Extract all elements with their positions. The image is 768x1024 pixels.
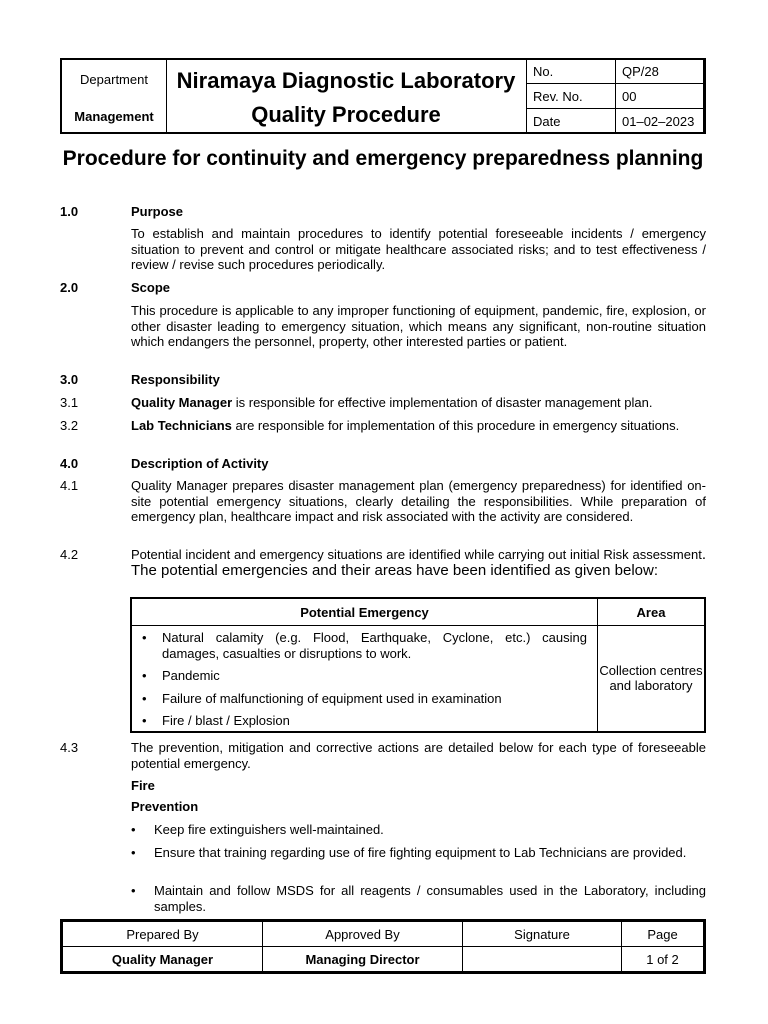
meta-value: 00 [616, 84, 704, 109]
role-name: Quality Manager [131, 395, 233, 410]
bullet: • [131, 822, 136, 837]
bullet: • [142, 713, 147, 728]
list-item-text: Ensure that training regarding use of fire fighting equipment to Lab Technicians are provided. [154, 845, 687, 860]
department-cell [62, 60, 167, 132]
meta-value: QP/28 [616, 59, 704, 84]
meta-row [527, 84, 704, 109]
page-number: 1 of 2 [622, 947, 704, 972]
section-number: 2.0 [60, 280, 79, 295]
meta-value: 01–02–2023 [616, 109, 704, 134]
meta-key: No. [527, 59, 616, 84]
section-heading-purpose: Purpose [131, 204, 184, 219]
approval-footer [60, 919, 706, 974]
approved-by: Managing Director [263, 947, 463, 972]
emergency-table [130, 597, 706, 733]
emergency-list-cell [132, 626, 598, 731]
header-title-cell [166, 60, 526, 132]
section-number: 1.0 [60, 204, 79, 219]
meta-key: Rev. No. [527, 84, 616, 109]
scope-text: This procedure is applicable to any improper functioning of equipment, pandemic, fire, explosion, or other disaster leading to emergency situation, which means any significant, non-routine situation which endangers the personnel, property, other interested parties or patient. [131, 303, 706, 349]
meta-key: Date [527, 109, 616, 134]
doc-type: Quality Procedure [251, 102, 441, 127]
area-cell: Collection centres and laboratory [599, 662, 703, 694]
prevention-heading: Prevention [131, 799, 199, 814]
role-name: Lab Technicians [131, 418, 232, 433]
bullet: • [142, 668, 147, 683]
department-value: Management [74, 109, 154, 124]
list-item [138, 668, 587, 684]
footer-header-row [63, 922, 704, 947]
footer-header: Approved By [263, 922, 463, 947]
prepared-by: Quality Manager [63, 947, 263, 972]
section-number: 4.0 [60, 456, 79, 471]
footer-header: Signature [463, 922, 622, 947]
list-item [131, 822, 706, 838]
list-item-text: Pandemic [162, 668, 220, 683]
column-header: Potential Emergency [132, 599, 598, 626]
bullet: • [131, 845, 136, 860]
emergency-list [138, 630, 587, 729]
meta-row [527, 59, 704, 84]
item-number: 4.3 [60, 740, 79, 755]
section-heading-scope: Scope [131, 280, 171, 295]
signature [463, 947, 622, 972]
description-item: Quality Manager prepares disaster management plan (emergency preparedness) for identified on-site potential emergency situations, clearly detailing the responsibilities. While preparation of emergency plan, healthcare impact and risk associated with the activity are considered. [131, 478, 706, 524]
list-item [138, 630, 587, 661]
description-item [131, 547, 706, 579]
section-heading-responsibility: Responsibility [131, 372, 220, 387]
list-item-text: Failure of malfunctioning of equipment used in examination [162, 690, 502, 706]
item-number: 3.2 [60, 418, 79, 433]
item-number: 3.1 [60, 395, 79, 410]
item-number: 4.1 [60, 478, 79, 493]
list-item-text: Fire / blast / Explosion [162, 713, 290, 728]
text-part: . The potential emergencies and their areas have been identified as given below: [131, 546, 706, 579]
column-header: Area [598, 599, 705, 626]
table-header-row [132, 599, 704, 626]
list-item [131, 845, 706, 877]
department-label: Department [80, 72, 148, 87]
footer-value-row [63, 947, 704, 972]
role-text: is responsible for effective implementation of disaster management plan. [232, 395, 653, 410]
footer-header: Page [622, 922, 704, 947]
org-name: Niramaya Diagnostic Laboratory [176, 68, 516, 93]
section-number: 3.0 [60, 372, 79, 387]
list-item [138, 713, 587, 729]
list-item [138, 691, 587, 707]
purpose-text: To establish and maintain procedures to identify potential foreseeable incidents / emergency situation to prevent and control or mitigate healthcare associated risks; and to test effectiveness / review / revise such procedures periodically. [131, 226, 706, 272]
section-heading-description: Description of Activity [131, 456, 269, 471]
fire-heading: Fire [131, 778, 155, 793]
page-title: Procedure for continuity and emergency preparedness planning [62, 147, 704, 170]
list-item-text: Natural calamity (e.g. Flood, Earthquake, Cyclone, etc.) causing damages, casualties or disruptions to work. [162, 630, 587, 661]
description-item: The prevention, mitigation and corrective actions are detailed below for each type of foreseeable potential emergency. [131, 740, 706, 771]
list-item [131, 883, 706, 915]
responsibility-item [131, 418, 706, 434]
bullet: • [142, 630, 147, 645]
responsibility-item [131, 395, 706, 411]
bullet: • [142, 690, 147, 706]
doc-meta-table [526, 60, 704, 132]
list-item-text: Keep fire extinguishers well-maintained. [154, 822, 384, 837]
meta-row [527, 109, 704, 134]
role-text: are responsible for implementation of this procedure in emergency situations. [231, 418, 680, 433]
document-header [60, 58, 706, 134]
text-part: Potential incident and emergency situations are identified while carrying out initial Risk assessment [131, 547, 702, 562]
table-row [132, 626, 704, 731]
bullet: • [131, 883, 136, 898]
item-number: 4.2 [60, 547, 79, 562]
list-item-text: Maintain and follow MSDS for all reagents / consumables used in the Laboratory, including samples. [154, 883, 706, 914]
footer-header: Prepared By [63, 922, 263, 947]
